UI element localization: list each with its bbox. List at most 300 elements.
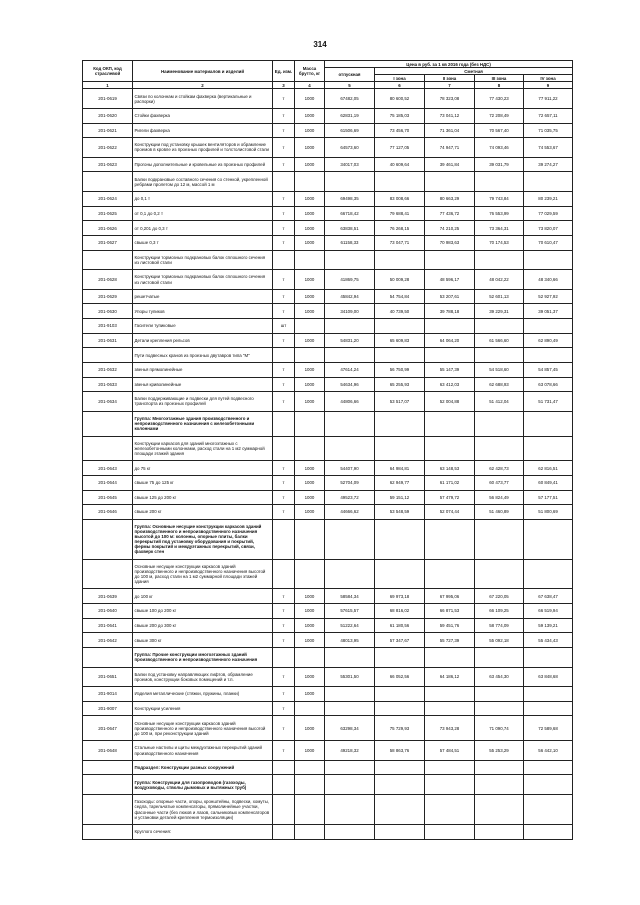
cell-name: Балки поддерживающие и подвески для путей подвесного транспорта из проезных профилей: [133, 392, 273, 412]
cell-mass: [295, 519, 325, 559]
cell-unit: т: [273, 235, 295, 250]
cell-zone1-price: [375, 319, 425, 334]
cell-name: до 0,1 т: [133, 192, 273, 207]
cell-zone3-price: 51 460,89: [475, 505, 524, 520]
cell-code: 201-0620: [83, 108, 133, 123]
table-row: [83, 333, 573, 348]
cell-zone2-price: 57 484,51: [425, 741, 475, 761]
cell-code: 201-0634: [83, 392, 133, 412]
cell-zone2-price: [425, 319, 475, 334]
cell-zone1-price: [375, 348, 425, 363]
cell-code: 201-0641: [83, 618, 133, 633]
cell-release-price: [325, 411, 375, 436]
cell-zone1-price: [375, 519, 425, 559]
cell-zone3-price: 55 092,18: [475, 633, 524, 648]
header-code: Код ОКП, код страслевой: [83, 61, 133, 82]
cell-zone4-price: 71 035,75: [524, 123, 573, 138]
cell-name: Балки подкрановые составного сечения со стенкой, укрепленной ребрами пролетом до 12 м, массой 1 м: [133, 172, 273, 192]
cell-unit: т: [273, 289, 295, 304]
cell-unit: т: [273, 221, 295, 236]
cell-code: [83, 411, 133, 436]
cell-zone2-price: 77 436,72: [425, 206, 475, 221]
cell-zone4-price: 67 638,47: [524, 589, 573, 604]
cell-zone1-price: 80 600,52: [375, 89, 425, 109]
cell-zone4-price: 74 553,67: [524, 138, 573, 158]
header-zone2: II зона: [425, 75, 475, 82]
cell-zone3-price: 77 430,23: [475, 89, 524, 109]
cell-mass: 1000: [295, 206, 325, 221]
cell-zone4-price: [524, 795, 573, 825]
cell-zone3-price: 61 566,60: [475, 333, 524, 348]
cell-zone3-price: [475, 519, 524, 559]
cell-zone3-price: [475, 795, 524, 825]
cell-unit: [273, 250, 295, 270]
cell-zone3-price: 79 743,84: [475, 192, 524, 207]
cell-zone3-price: 55 253,29: [475, 741, 524, 761]
cell-zone4-price: 60 849,41: [524, 475, 573, 490]
cell-name: Изделия металлические (стяжки, пружины, планки): [133, 687, 273, 702]
cell-name: Группа: Прочие конструкции многоэтажных зданий производственного и непроизводственного назначения: [133, 647, 273, 667]
group-row: [83, 775, 573, 795]
cell-unit: т: [273, 157, 295, 172]
cell-zone2-price: 57 479,72: [425, 490, 475, 505]
cell-mass: [295, 319, 325, 334]
cell-zone1-price: 50 009,28: [375, 270, 425, 290]
table-row: [83, 559, 573, 589]
cell-zone4-price: [524, 760, 573, 775]
cell-mass: [295, 775, 325, 795]
cell-name: Круглого сечения:: [133, 824, 273, 839]
cell-zone4-price: 52 927,92: [524, 289, 573, 304]
cell-mass: 1000: [295, 633, 325, 648]
cell-name: Балки под установку направляющих лифтов, обрамление проемов, конструкции боковых помещений и т.п.: [133, 667, 273, 687]
cell-release-price: 45842,94: [325, 289, 375, 304]
cell-code: 201-0647: [83, 716, 133, 741]
cell-mass: [295, 172, 325, 192]
cell-code: 201-0631: [83, 333, 133, 348]
cell-zone2-price: 39 788,18: [425, 304, 475, 319]
cell-zone4-price: [524, 559, 573, 589]
column-number: 5: [325, 82, 375, 89]
cell-zone4-price: [524, 687, 573, 702]
cell-mass: 1000: [295, 138, 325, 158]
table-row: [83, 436, 573, 461]
table-row: [83, 206, 573, 221]
cell-mass: 1000: [295, 289, 325, 304]
cell-zone2-price: 61 171,02: [425, 475, 475, 490]
table-row: [83, 157, 573, 172]
cell-unit: т: [273, 138, 295, 158]
cell-mass: 1000: [295, 157, 325, 172]
cell-zone1-price: 76 268,15: [375, 221, 425, 236]
cell-mass: 1000: [295, 490, 325, 505]
table-row: [83, 475, 573, 490]
cell-mass: 1000: [295, 461, 325, 476]
cell-mass: 1000: [295, 589, 325, 604]
cell-zone1-price: [375, 760, 425, 775]
cell-name: до 75 кг: [133, 461, 273, 476]
cell-unit: [273, 824, 295, 839]
cell-code: 201-0622: [83, 138, 133, 158]
table-row: [83, 108, 573, 123]
cell-release-price: [325, 775, 375, 795]
cell-zone1-price: 73 047,71: [375, 235, 425, 250]
cell-release-price: [325, 760, 375, 775]
table-row: [83, 235, 573, 250]
header-zone1: I зона: [375, 75, 425, 82]
table-row: [83, 604, 573, 619]
cell-zone2-price: 52 074,44: [425, 505, 475, 520]
cell-zone3-price: 51 412,04: [475, 392, 524, 412]
cell-zone4-price: 39 051,37: [524, 304, 573, 319]
cell-zone1-price: 77 127,05: [375, 138, 425, 158]
table-row: [83, 701, 573, 716]
cell-zone1-price: 53 517,07: [375, 392, 425, 412]
cell-zone4-price: 62 816,51: [524, 461, 573, 476]
cell-zone1-price: 61 180,56: [375, 618, 425, 633]
cell-code: 201-0645: [83, 490, 133, 505]
cell-zone4-price: 63 078,66: [524, 377, 573, 392]
cell-zone2-price: [425, 519, 475, 559]
cell-release-price: 57615,57: [325, 604, 375, 619]
cell-release-price: 44806,66: [325, 392, 375, 412]
cell-zone2-price: 53 207,61: [425, 289, 475, 304]
column-number: 3: [273, 82, 295, 89]
cell-release-price: 63838,51: [325, 221, 375, 236]
cell-code: 201-0630: [83, 304, 133, 319]
cell-zone3-price: [475, 411, 524, 436]
cell-zone3-price: [475, 348, 524, 363]
cell-unit: т: [273, 461, 295, 476]
table-row: [83, 377, 573, 392]
cell-zone4-price: [524, 348, 573, 363]
cell-unit: т: [273, 604, 295, 619]
table-row: [83, 270, 573, 290]
header-price-title: Цена в руб. за 1 кв 2016 года (без НДС): [325, 61, 573, 68]
table-body: [83, 89, 573, 839]
cell-name: Основные несущие конструкции каркасов зданий производственного и непроизводственного назначения высотой до 100 м, при реконструкции зданий: [133, 716, 273, 741]
cell-zone4-price: 51 800,69: [524, 505, 573, 520]
cell-zone2-price: [425, 172, 475, 192]
cell-zone4-price: 48 340,66: [524, 270, 573, 290]
cell-code: 201-0643: [83, 461, 133, 476]
header-zone3: III зона: [475, 75, 524, 82]
cell-zone2-price: [425, 687, 475, 702]
cell-zone4-price: 62 890,49: [524, 333, 573, 348]
cell-code: 201-0619: [83, 89, 133, 109]
cell-unit: [273, 760, 295, 775]
cell-zone4-price: 70 610,47: [524, 235, 573, 250]
cell-zone1-price: [375, 559, 425, 589]
cell-release-price: 48013,95: [325, 633, 375, 648]
cell-mass: 1000: [295, 618, 325, 633]
price-table: [82, 60, 573, 840]
cell-zone2-price: [425, 775, 475, 795]
cell-zone3-price: [475, 647, 524, 667]
cell-release-price: [325, 172, 375, 192]
cell-zone1-price: 75 185,03: [375, 108, 425, 123]
cell-zone1-price: 79 688,41: [375, 206, 425, 221]
cell-name: звенья криволинейные: [133, 377, 273, 392]
cell-release-price: 63298,34: [325, 716, 375, 741]
cell-code: 201-0648: [83, 741, 133, 761]
cell-unit: [273, 559, 295, 589]
cell-zone1-price: 62 949,77: [375, 475, 425, 490]
cell-code: [83, 775, 133, 795]
table-row: [83, 618, 573, 633]
cell-release-price: [325, 647, 375, 667]
cell-unit: [273, 647, 295, 667]
cell-zone3-price: [475, 250, 524, 270]
cell-mass: [295, 411, 325, 436]
cell-code: 201-0629: [83, 289, 133, 304]
cell-name: Группа: Конструкции для газопроводов (газоходы, воздуховоды, стволы дымовых и вытяжных труб): [133, 775, 273, 795]
cell-zone2-price: 78 323,08: [425, 89, 475, 109]
cell-name: Конструкции тормозных подкрановых балок сплошного сечения из листовой стали: [133, 250, 273, 270]
cell-mass: 1000: [295, 304, 325, 319]
cell-zone4-price: 57 177,51: [524, 490, 573, 505]
cell-zone4-price: 39 274,27: [524, 157, 573, 172]
cell-code: 201-0621: [83, 123, 133, 138]
cell-code: 201-0642: [83, 633, 133, 648]
cell-code: [83, 250, 133, 270]
cell-zone4-price: 80 239,21: [524, 192, 573, 207]
cell-name: Связи по колоннам и стойкам фахверка (вертикальные и распорки): [133, 89, 273, 109]
cell-zone4-price: [524, 701, 573, 716]
cell-mass: 1000: [295, 604, 325, 619]
cell-code: 201-0639: [83, 589, 133, 604]
cell-zone2-price: 48 596,17: [425, 270, 475, 290]
table-row: [83, 490, 573, 505]
cell-release-price: 44666,62: [325, 505, 375, 520]
cell-name: Группа: Многоэтажные здания производственного и непроизводственного назначения с железобетонными колоннами: [133, 411, 273, 436]
cell-release-price: 54831,20: [325, 333, 375, 348]
cell-release-price: 34109,00: [325, 304, 375, 319]
cell-zone3-price: [475, 172, 524, 192]
cell-code: [83, 647, 133, 667]
cell-zone2-price: [425, 559, 475, 589]
cell-zone1-price: [375, 411, 425, 436]
header-estimate: Сметная: [375, 68, 573, 75]
cell-zone2-price: 59 451,76: [425, 618, 475, 633]
cell-zone1-price: [375, 687, 425, 702]
cell-code: [83, 795, 133, 825]
cell-zone4-price: [524, 436, 573, 461]
cell-name: от 0,1 до 0,2 т: [133, 206, 273, 221]
cell-unit: [273, 519, 295, 559]
cell-mass: 1000: [295, 270, 325, 290]
cell-name: Газоходы: опорные части, опоры, кронштейны, подвески, хомуты, седла, тарельчатые компенсаторы, прямолинейные участки, фасонные части (без люков и лазов, сальниковых компенсаторов и установки деталей крепления термоизоляции): [133, 795, 273, 825]
cell-name: свыше 100 до 200 кг: [133, 604, 273, 619]
cell-zone2-price: 52 004,88: [425, 392, 475, 412]
cell-zone2-price: [425, 824, 475, 839]
cell-code: 201-0627: [83, 235, 133, 250]
cell-unit: т: [273, 741, 295, 761]
cell-zone1-price: 65 609,83: [375, 333, 425, 348]
cell-unit: т: [273, 192, 295, 207]
cell-unit: т: [273, 633, 295, 648]
cell-zone4-price: 59 139,21: [524, 618, 573, 633]
cell-release-price: 58584,34: [325, 589, 375, 604]
cell-zone3-price: 67 220,05: [475, 589, 524, 604]
group-row: [83, 760, 573, 775]
cell-zone3-price: 62 428,73: [475, 461, 524, 476]
cell-zone1-price: 66 052,56: [375, 667, 425, 687]
cell-unit: т: [273, 687, 295, 702]
column-number: 9: [524, 82, 573, 89]
cell-zone2-price: 70 983,63: [425, 235, 475, 250]
group-row: [83, 519, 573, 559]
cell-code: [83, 436, 133, 461]
column-number: 6: [375, 82, 425, 89]
table-row: [83, 392, 573, 412]
cell-zone1-price: 75 729,93: [375, 716, 425, 741]
cell-code: [83, 824, 133, 839]
cell-zone3-price: 72 208,49: [475, 108, 524, 123]
cell-code: 201-0632: [83, 362, 133, 377]
cell-release-price: 51222,64: [325, 618, 375, 633]
cell-code: 201-0623: [83, 157, 133, 172]
cell-mass: [295, 701, 325, 716]
table-row: [83, 505, 573, 520]
column-number: 4: [295, 82, 325, 89]
cell-zone3-price: [475, 319, 524, 334]
cell-zone3-price: 63 454,30: [475, 667, 524, 687]
cell-zone2-price: 64 064,20: [425, 333, 475, 348]
cell-name: Детали крепления рельсов: [133, 333, 273, 348]
cell-code: 201-0633: [83, 377, 133, 392]
cell-zone2-price: 63 412,03: [425, 377, 475, 392]
cell-zone1-price: [375, 436, 425, 461]
cell-mass: [295, 348, 325, 363]
cell-unit: т: [273, 362, 295, 377]
cell-zone1-price: [375, 795, 425, 825]
cell-zone2-price: 63 148,53: [425, 461, 475, 476]
cell-unit: т: [273, 716, 295, 741]
cell-zone1-price: [375, 647, 425, 667]
cell-zone2-price: 67 995,06: [425, 589, 475, 604]
cell-mass: [295, 795, 325, 825]
cell-release-price: [325, 348, 375, 363]
cell-release-price: [325, 795, 375, 825]
cell-release-price: 54407,90: [325, 461, 375, 476]
cell-code: 201-9014: [83, 687, 133, 702]
cell-mass: 1000: [295, 221, 325, 236]
cell-mass: 1000: [295, 741, 325, 761]
cell-mass: 1000: [295, 108, 325, 123]
table-row: [83, 138, 573, 158]
page-number: 314: [313, 40, 327, 49]
cell-code: 201-0644: [83, 475, 133, 490]
cell-zone1-price: 54 754,84: [375, 289, 425, 304]
cell-release-price: 61158,33: [325, 235, 375, 250]
cell-unit: шт: [273, 319, 295, 334]
cell-mass: 1000: [295, 89, 325, 109]
table-row: [83, 192, 573, 207]
cell-release-price: [325, 519, 375, 559]
cell-zone3-price: [475, 824, 524, 839]
cell-name: Стойки фахверка: [133, 108, 273, 123]
cell-zone2-price: 39 461,84: [425, 157, 475, 172]
table-row: [83, 123, 573, 138]
cell-unit: т: [273, 333, 295, 348]
cell-zone1-price: [375, 775, 425, 795]
cell-zone3-price: [475, 760, 524, 775]
cell-zone2-price: 80 663,29: [425, 192, 475, 207]
cell-code: 201-0651: [83, 667, 133, 687]
cell-release-price: [325, 701, 375, 716]
cell-release-price: 47614,24: [325, 362, 375, 377]
cell-zone3-price: 70 567,40: [475, 123, 524, 138]
cell-zone4-price: [524, 411, 573, 436]
cell-zone3-price: 76 553,99: [475, 206, 524, 221]
cell-release-price: 64573,60: [325, 138, 375, 158]
cell-code: 201-0624: [83, 192, 133, 207]
cell-unit: т: [273, 108, 295, 123]
cell-zone3-price: [475, 775, 524, 795]
table-row: [83, 319, 573, 334]
cell-zone3-price: 74 093,46: [475, 138, 524, 158]
cell-mass: [295, 250, 325, 270]
cell-unit: т: [273, 490, 295, 505]
cell-release-price: 34017,03: [325, 157, 375, 172]
cell-code: 201-0626: [83, 221, 133, 236]
cell-zone2-price: [425, 795, 475, 825]
cell-zone3-price: 60 473,77: [475, 475, 524, 490]
column-number: 8: [475, 82, 524, 89]
group-row: [83, 411, 573, 436]
cell-zone3-price: 56 824,49: [475, 490, 524, 505]
cell-zone2-price: 66 871,53: [425, 604, 475, 619]
cell-mass: 1000: [295, 333, 325, 348]
cell-code: 201-0640: [83, 604, 133, 619]
cell-zone1-price: [375, 250, 425, 270]
cell-zone1-price: 68 816,02: [375, 604, 425, 619]
cell-mass: 1000: [295, 505, 325, 520]
header-name: Наименование материалов и изделий: [133, 61, 273, 82]
cell-mass: 1000: [295, 377, 325, 392]
cell-mass: [295, 436, 325, 461]
cell-mass: 1000: [295, 687, 325, 702]
cell-mass: 1000: [295, 667, 325, 687]
cell-release-price: 54634,96: [325, 377, 375, 392]
cell-zone1-price: 59 151,12: [375, 490, 425, 505]
cell-unit: т: [273, 392, 295, 412]
cell-release-price: 69498,35: [325, 192, 375, 207]
cell-unit: т: [273, 89, 295, 109]
cell-zone4-price: 63 848,68: [524, 667, 573, 687]
cell-code: [83, 348, 133, 363]
cell-name: свыше 200 кг: [133, 505, 273, 520]
cell-zone1-price: 40 609,64: [375, 157, 425, 172]
table-row: [83, 362, 573, 377]
cell-name: Стальные настилы и щиты междуэтажных перекрытий зданий производственного назначения: [133, 741, 273, 761]
cell-zone1-price: 58 863,76: [375, 741, 425, 761]
table-row: [83, 304, 573, 319]
cell-zone1-price: 57 347,67: [375, 633, 425, 648]
table-row: [83, 221, 573, 236]
cell-mass: [295, 760, 325, 775]
cell-zone3-price: 58 774,09: [475, 618, 524, 633]
cell-unit: т: [273, 123, 295, 138]
cell-zone3-price: 71 090,74: [475, 716, 524, 741]
cell-mass: 1000: [295, 362, 325, 377]
cell-release-price: [325, 250, 375, 270]
cell-unit: т: [273, 618, 295, 633]
cell-name: от 0,201 до 0,3 т: [133, 221, 273, 236]
cell-zone1-price: 65 255,93: [375, 377, 425, 392]
cell-name: до 100 кг: [133, 589, 273, 604]
